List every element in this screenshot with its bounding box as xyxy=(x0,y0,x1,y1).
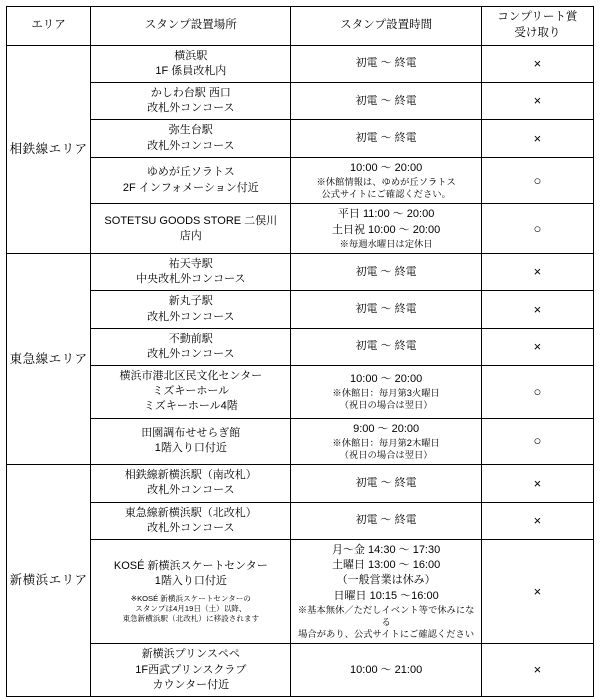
place-cell xyxy=(91,120,291,157)
place-cell xyxy=(91,540,291,644)
time-note-line: （祝日の場合は翌日） xyxy=(339,450,433,461)
prize-cell: ○ xyxy=(481,157,593,204)
prize-cell: × xyxy=(481,291,593,328)
time-note-line: 公式サイトにご確認ください。 xyxy=(321,189,451,200)
time-cell xyxy=(291,120,481,157)
place-line: 相鉄線新横浜駅（南改札） xyxy=(124,469,257,482)
place-line: 中央改札外コンコース xyxy=(136,273,246,286)
prize-cell: ○ xyxy=(481,366,593,419)
column-header-place: スタンプ設置場所 xyxy=(91,7,291,46)
table-row xyxy=(7,418,594,465)
prize-cell: × xyxy=(481,465,593,502)
time-line: 初電 〜 終電 xyxy=(355,94,417,107)
time-cell xyxy=(291,418,481,465)
place-cell xyxy=(91,465,291,502)
time-line: 初電 〜 終電 xyxy=(355,265,417,278)
column-header-area: エリア xyxy=(7,7,91,46)
time-cell xyxy=(291,291,481,328)
place-line: 改札外コンコース xyxy=(147,521,235,534)
table-row xyxy=(7,83,594,120)
place-line: 1階入り口付近 xyxy=(154,575,227,588)
time-cell xyxy=(291,540,481,644)
time-note-line: ※休館情報は、ゆめが丘ソラトス xyxy=(316,176,456,187)
area-cell: 東急線エリア xyxy=(7,254,91,465)
table-row xyxy=(7,328,594,365)
prize-cell: × xyxy=(481,83,593,120)
prize-cell: × xyxy=(481,254,593,291)
place-line: カウンター付近 xyxy=(152,678,230,691)
area-cell: 新横浜エリア xyxy=(7,465,91,697)
place-line: 新横浜プリンスペペ xyxy=(141,648,240,661)
place-line: KOSÉ 新横浜スケートセンター xyxy=(113,560,268,573)
time-note-line: ※休館日：毎月第2木曜日 xyxy=(332,437,440,448)
time-line: （一般営業は休み） xyxy=(336,574,436,587)
time-line: 日曜日 10:15 〜16:00 xyxy=(333,589,439,602)
table-row xyxy=(7,204,594,254)
time-cell xyxy=(291,644,481,697)
time-line: 月〜金 14:30 〜 17:30 xyxy=(332,544,441,556)
prize-cell: × xyxy=(481,120,593,157)
time-note-line: 場合があり、公式サイトにご確認ください xyxy=(298,629,475,640)
time-line: 9:00 〜 20:00 xyxy=(353,422,420,435)
table-row xyxy=(7,465,594,502)
table-row xyxy=(7,254,594,291)
place-line: SOTETSU GOODS STORE 二俣川 xyxy=(104,214,278,227)
time-line: 初電 〜 終電 xyxy=(355,57,417,70)
place-cell xyxy=(91,366,291,419)
table-row xyxy=(7,540,594,644)
time-cell xyxy=(291,328,481,365)
time-cell xyxy=(291,254,481,291)
place-line: 1階入り口付近 xyxy=(154,442,227,455)
column-header-prize-line2: 受け取り xyxy=(514,26,561,39)
place-line: かしわ台駅 西口 xyxy=(150,87,231,100)
place-note-line: 東急新横浜駅（北改札）に移設されます xyxy=(122,614,260,624)
place-line: 2F インフォメーション付近 xyxy=(122,181,259,194)
place-note-line: スタンプは4月19日（土）以降、 xyxy=(135,603,247,613)
area-cell: 相鉄線エリア xyxy=(7,45,91,253)
table-header-row xyxy=(7,7,594,46)
place-line: ミズキーホール xyxy=(152,385,230,398)
column-header-time: スタンプ設置時間 xyxy=(291,7,481,46)
place-line: 東急線新横浜駅（北改札） xyxy=(124,506,257,519)
table-row xyxy=(7,291,594,328)
prize-cell: × xyxy=(481,502,593,539)
prize-cell: × xyxy=(481,328,593,365)
place-cell xyxy=(91,157,291,204)
prize-cell: ○ xyxy=(481,204,593,254)
time-cell xyxy=(291,502,481,539)
prize-cell: × xyxy=(481,540,593,644)
time-line: 初電 〜 終電 xyxy=(355,302,417,315)
place-line: 新丸子駅 xyxy=(168,295,213,308)
place-line: 横浜市港北区民文化センター xyxy=(119,370,263,383)
place-cell xyxy=(91,45,291,82)
table-header xyxy=(7,7,594,46)
table-row xyxy=(7,120,594,157)
place-line: 田園調布せせらぎ館 xyxy=(141,427,241,440)
place-note-line: ※KOSÉ 新横浜スケートセンターの xyxy=(130,593,251,603)
place-line: 改札外コンコース xyxy=(147,347,235,360)
time-cell xyxy=(291,366,481,419)
place-line: 1F 係員改札内 xyxy=(155,64,227,77)
time-cell xyxy=(291,157,481,204)
place-cell xyxy=(91,291,291,328)
time-line: 土曜日 13:00 〜 16:00 xyxy=(332,559,441,572)
place-cell xyxy=(91,254,291,291)
place-line: 改札外コンコース xyxy=(147,139,235,152)
place-line: 不動前駅 xyxy=(168,332,213,345)
prize-cell: × xyxy=(481,45,593,82)
time-line: 初電 〜 終電 xyxy=(355,340,417,353)
table-body xyxy=(7,45,594,696)
table-row xyxy=(7,644,594,697)
place-line: 改札外コンコース xyxy=(147,310,235,323)
place-line: 1F西武プリンスクラブ xyxy=(135,663,247,676)
table-row xyxy=(7,157,594,204)
column-header-prize xyxy=(481,7,593,46)
prize-cell: ○ xyxy=(481,418,593,465)
place-cell xyxy=(91,83,291,120)
place-line: 弥生台駅 xyxy=(168,124,213,137)
time-line: 10:00 〜 20:00 xyxy=(350,161,423,174)
place-line: ゆめが丘ソラトス xyxy=(146,166,235,179)
table-row xyxy=(7,366,594,419)
place-line: 横浜駅 xyxy=(174,49,208,62)
time-cell xyxy=(291,83,481,120)
time-line: 土日祝 10:00 〜 20:00 xyxy=(332,223,441,236)
time-cell xyxy=(291,45,481,82)
time-line: 10:00 〜 21:00 xyxy=(350,663,423,676)
place-line: ミズキーホール4階 xyxy=(143,400,238,413)
time-line: 初電 〜 終電 xyxy=(355,476,417,489)
place-cell xyxy=(91,204,291,254)
place-cell xyxy=(91,502,291,539)
place-line: 改札外コンコース xyxy=(147,484,235,497)
time-note-line: ※基本無休／ただしイベント等で休みになる xyxy=(297,604,475,627)
time-note-line: ※休館日：毎月第3火曜日 xyxy=(332,388,440,399)
place-cell xyxy=(91,418,291,465)
place-line: 店内 xyxy=(179,229,202,242)
place-cell xyxy=(91,328,291,365)
prize-cell: × xyxy=(481,644,593,697)
table-row xyxy=(7,45,594,82)
column-header-prize-line1: コンプリート賞 xyxy=(497,11,578,23)
time-cell xyxy=(291,465,481,502)
table-row xyxy=(7,502,594,539)
place-note-block xyxy=(93,594,288,625)
time-note-line: （祝日の場合は翌日） xyxy=(339,400,433,411)
time-line: 初電 〜 終電 xyxy=(355,514,417,527)
time-note-line: ※毎週水曜日は定休日 xyxy=(339,238,433,249)
place-line: 祐天寺駅 xyxy=(168,258,213,271)
time-line: 10:00 〜 20:00 xyxy=(350,373,423,385)
time-cell xyxy=(291,204,481,254)
time-line: 平日 11:00 〜 20:00 xyxy=(337,208,435,221)
time-line: 初電 〜 終電 xyxy=(355,131,417,144)
stamp-locations-table xyxy=(6,6,594,697)
place-line: 改札外コンコース xyxy=(147,102,235,115)
place-cell xyxy=(91,644,291,697)
